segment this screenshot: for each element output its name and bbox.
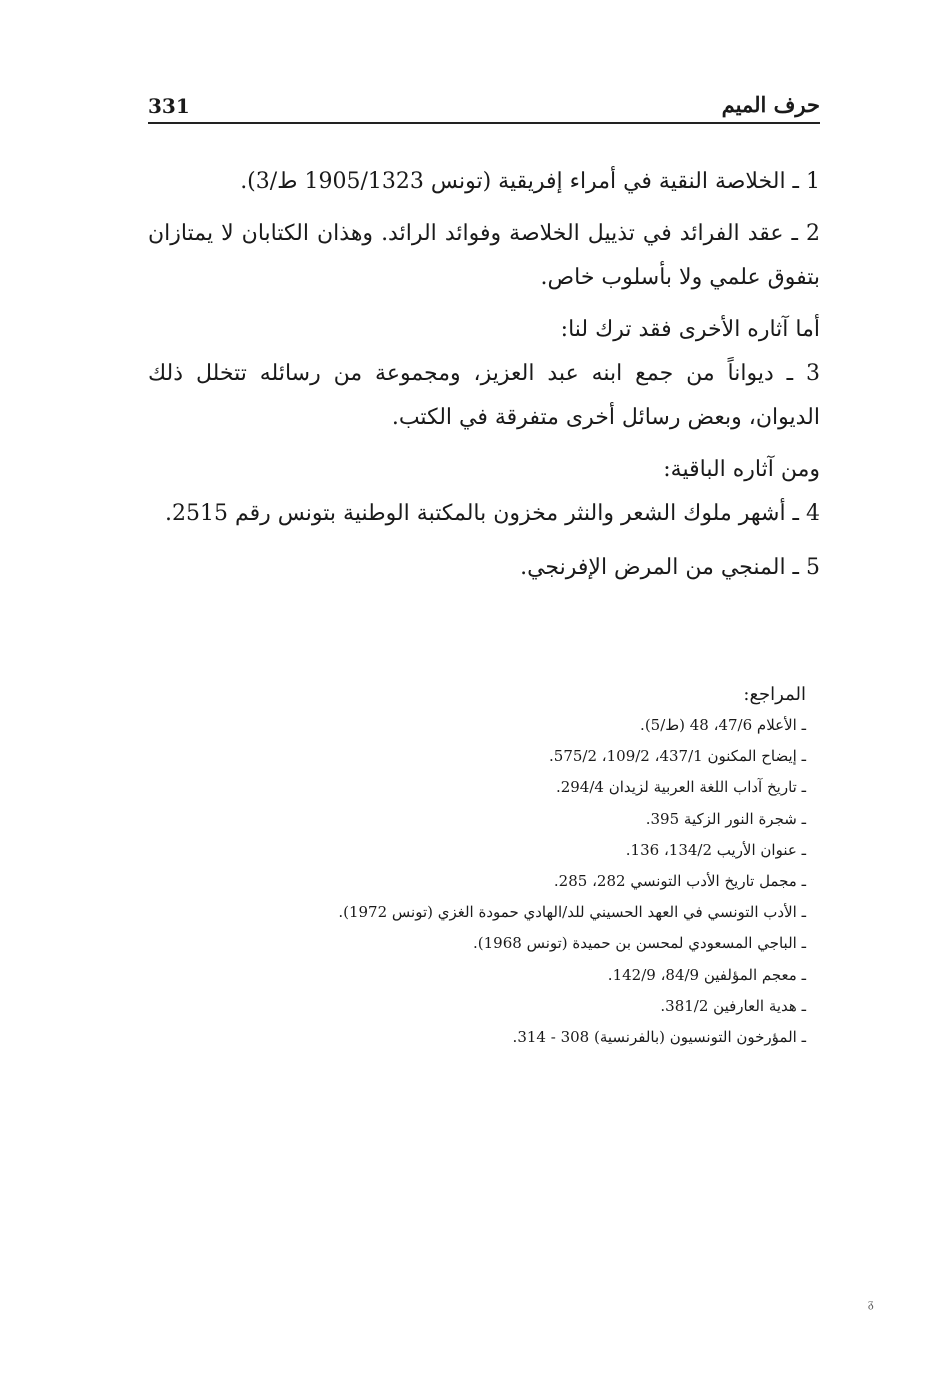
page-header bbox=[148, 92, 820, 124]
header-rule bbox=[148, 122, 820, 124]
corner-mark: ᵹ bbox=[868, 1296, 874, 1310]
reference-item: ـ الأدب التونسي في العهد الحسيني للد/الهادي حمودة الغزي (تونس 1972). bbox=[338, 903, 806, 922]
chapter-title: حرف الميم bbox=[721, 92, 820, 117]
reference-item: ـ إيضاح المكنون 437/1، 109/2، 575/2. bbox=[549, 747, 806, 766]
reference-item: ـ الباجي المسعودي لمحسن بن حميدة (تونس 1968). bbox=[473, 934, 806, 953]
reference-item: ـ معجم المؤلفين 84/9، 142/9. bbox=[607, 965, 806, 984]
references-heading: المراجع: bbox=[743, 684, 806, 705]
reference-item: ـ عنوان الأريب 134/2، 136. bbox=[625, 840, 806, 859]
reference-item: ـ المؤرخون التونسيون (بالفرنسية) 308 - 314. bbox=[512, 1028, 806, 1047]
references-section bbox=[250, 680, 806, 1053]
paragraph-remaining-works: ومن آثاره الباقية: bbox=[663, 457, 820, 482]
list-item-3: 3 ـ ديواناً من جمع ابنه عبد العزيز، ومجموعة من رسائله تتخلل ذلك الديوان، وبعض رسائل أخرى متفرقة في الكتب. bbox=[148, 361, 820, 430]
page-number: 331 bbox=[148, 94, 190, 118]
main-text bbox=[148, 160, 820, 590]
reference-item: ـ مجمل تاريخ الأدب التونسي 282، 285. bbox=[553, 872, 806, 891]
paragraph-other-works: أما آثاره الأخرى فقد ترك لنا: bbox=[560, 317, 820, 342]
reference-item: ـ شجرة النور الزكية 395. bbox=[645, 809, 806, 828]
list-item-4: 4 ـ أشهر ملوك الشعر والنثر مخزون بالمكتبة الوطنية بتونس رقم 2515. bbox=[164, 501, 820, 526]
list-item-2: 2 ـ عقد الفرائد في تذييل الخلاصة وفوائد الرائد. وهذان الكتابان لا يمتازان بتفوق علمي ولا بأسلوب خاص. bbox=[148, 221, 820, 290]
reference-item: ـ هدية العارفين 381/2. bbox=[660, 996, 806, 1015]
list-item-1: 1 ـ الخلاصة النقية في أمراء إفريقية (تونس 1905/1323 ط/3). bbox=[240, 169, 820, 194]
reference-item: ـ تاريخ آداب اللغة العربية لزيدان 294/4. bbox=[555, 778, 806, 797]
reference-item: ـ الأعلام 47/6، 48 (ط/5). bbox=[640, 716, 806, 734]
list-item-5: 5 ـ المنجي من المرض الإفرنجي. bbox=[520, 555, 820, 580]
